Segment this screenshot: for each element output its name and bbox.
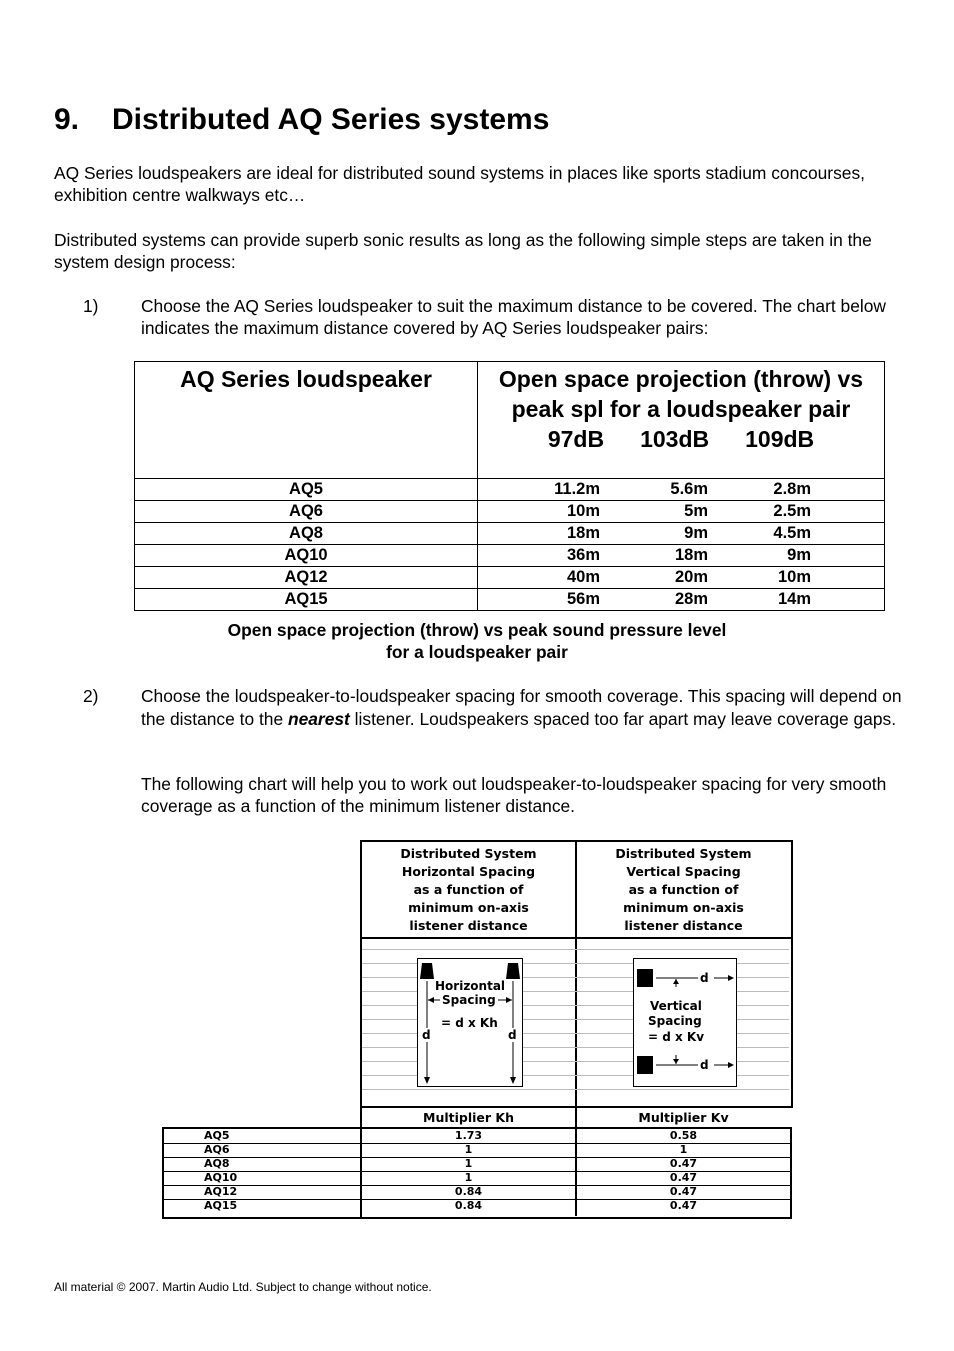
model-cell: AQ12 bbox=[135, 567, 478, 589]
vertical-header-line: as a function of bbox=[628, 882, 739, 897]
step1-number: 1) bbox=[83, 296, 99, 316]
value-97db: 18m bbox=[566, 524, 600, 542]
model-cell: AQ12 bbox=[204, 1185, 238, 1198]
kv-cell: 1 bbox=[679, 1143, 688, 1156]
value-103db: 18m bbox=[674, 546, 708, 564]
intro-paragraph-1: AQ Series loudspeakers are ideal for distributed sound systems in places like sports stadium concourses, exhibition centre walkways etc… bbox=[54, 163, 865, 205]
table-row bbox=[135, 545, 885, 567]
kv-cell: 0.47 bbox=[669, 1185, 698, 1198]
v-diagram-d-bottom: d bbox=[700, 1058, 709, 1072]
model-cell: AQ10 bbox=[135, 545, 478, 567]
model-cell: AQ8 bbox=[135, 523, 478, 545]
v-diagram-line2: Spacing bbox=[648, 1014, 702, 1028]
values-cell bbox=[478, 545, 885, 567]
table-row bbox=[135, 589, 885, 611]
kh-cell: 1 bbox=[464, 1171, 473, 1184]
h-diagram-d-left: d bbox=[422, 1028, 431, 1042]
kv-cell: 0.47 bbox=[669, 1171, 698, 1184]
values-cell bbox=[478, 589, 885, 611]
table-row bbox=[135, 567, 885, 589]
section-number: 9. bbox=[54, 103, 80, 136]
horizontal-header bbox=[362, 842, 575, 938]
h-diagram-formula: = d x Kh bbox=[441, 1016, 498, 1030]
db-header-97: 97dB bbox=[547, 426, 605, 452]
speaker-right-icon bbox=[506, 963, 520, 979]
h-diagram-line2: Spacing bbox=[442, 993, 496, 1007]
kv-cell: 0.47 bbox=[669, 1157, 698, 1170]
kh-cell: 0.84 bbox=[454, 1199, 483, 1212]
step2-text-before: Choose the loudspeaker-to-loudspeaker spacing for smooth coverage. This spacing will depend on the distance to the bbox=[141, 686, 902, 729]
value-103db: 20m bbox=[674, 568, 708, 586]
value-103db: 9m bbox=[684, 524, 708, 542]
db-header-109: 109dB bbox=[745, 426, 815, 452]
horizontal-header-line: Distributed System bbox=[400, 846, 537, 861]
table-row bbox=[164, 1129, 790, 1144]
model-cell: AQ10 bbox=[204, 1171, 238, 1184]
step2-number: 2) bbox=[83, 686, 99, 706]
speaker-top-icon bbox=[637, 969, 653, 987]
spacing-chart bbox=[162, 840, 792, 1218]
horizontal-spacing-diagram bbox=[417, 958, 523, 1087]
horizontal-header-line: minimum on-axis bbox=[408, 900, 529, 915]
values-cell bbox=[478, 523, 885, 545]
db-headers bbox=[478, 424, 884, 454]
value-97db: 10m bbox=[566, 502, 600, 520]
step2-text-2: The following chart will help you to work out loudspeaker-to-loudspeaker spacing for very smooth coverage as a function of the minimum listener distance. bbox=[141, 774, 887, 816]
speaker-bottom-icon bbox=[637, 1056, 653, 1074]
kh-cell: 1 bbox=[464, 1157, 473, 1170]
table-row bbox=[135, 501, 885, 523]
table-caption-line-2: for a loudspeaker pair bbox=[386, 642, 568, 662]
value-109db: 4.5m bbox=[773, 524, 811, 542]
value-103db: 5.6m bbox=[670, 480, 708, 498]
value-97db: 36m bbox=[566, 546, 600, 564]
table-row bbox=[135, 479, 885, 501]
kv-cell: 0.58 bbox=[669, 1129, 698, 1142]
value-109db: 14m bbox=[777, 590, 811, 608]
value-97db: 56m bbox=[566, 590, 600, 608]
kv-cell: 0.47 bbox=[669, 1199, 698, 1212]
v-diagram-line1: Vertical bbox=[650, 999, 702, 1013]
table-row bbox=[135, 523, 885, 545]
col-header-projection bbox=[478, 362, 885, 479]
value-97db: 11.2m bbox=[554, 480, 600, 498]
h-diagram-d-right: d bbox=[508, 1028, 517, 1042]
h-diagram-line1: Horizontal bbox=[435, 979, 506, 993]
table-row bbox=[164, 1185, 790, 1200]
table-row bbox=[164, 1157, 790, 1172]
value-103db: 5m bbox=[684, 502, 708, 520]
multiplier-top-rule bbox=[360, 1106, 791, 1108]
vertical-header-line: minimum on-axis bbox=[623, 900, 744, 915]
table-caption-line-1: Open space projection (throw) vs peak sound pressure level bbox=[227, 620, 727, 640]
values-cell bbox=[478, 501, 885, 523]
values-cell bbox=[478, 479, 885, 501]
section-heading bbox=[54, 103, 549, 137]
value-109db: 9m bbox=[787, 546, 811, 564]
copyright-footer: All material © 2007. Martin Audio Ltd. Subject to change without notice. bbox=[54, 1280, 432, 1294]
kh-cell: 1.73 bbox=[454, 1129, 483, 1142]
vertical-header-line: Distributed System bbox=[615, 846, 752, 861]
v-diagram-d-top: d bbox=[700, 971, 709, 985]
kh-header: Multiplier Kh bbox=[423, 1110, 514, 1125]
throw-table-header bbox=[135, 362, 885, 479]
horizontal-header-line: listener distance bbox=[409, 918, 528, 933]
table-row bbox=[164, 1199, 790, 1213]
throw-table bbox=[134, 361, 885, 611]
vertical-header-line: Vertical Spacing bbox=[626, 864, 741, 879]
speaker-left-icon bbox=[420, 963, 434, 979]
table-row bbox=[164, 1171, 790, 1186]
horizontal-header-line: as a function of bbox=[413, 882, 524, 897]
col-header-loudspeaker: AQ Series loudspeaker bbox=[135, 362, 478, 479]
model-cell: AQ5 bbox=[135, 479, 478, 501]
kh-cell: 1 bbox=[464, 1143, 473, 1156]
step2-text-after: listener. Loudspeakers spaced too far apart may leave coverage gaps. bbox=[349, 708, 897, 729]
step2-text bbox=[141, 685, 916, 730]
model-cell: AQ8 bbox=[204, 1157, 230, 1170]
table-row bbox=[164, 1143, 790, 1158]
value-109db: 2.8m bbox=[773, 480, 811, 498]
value-109db: 2.5m bbox=[773, 502, 811, 520]
step2-emphasis: nearest bbox=[287, 708, 350, 729]
intro-paragraph-2: Distributed systems can provide superb sonic results as long as the following simple steps are taken in the system design process: bbox=[54, 230, 872, 272]
projection-header-text: Open space projection (throw) vs peak spl for a loudspeaker pair bbox=[498, 366, 864, 422]
section-title: Distributed AQ Series systems bbox=[112, 103, 550, 136]
vertical-spacing-diagram bbox=[633, 958, 737, 1087]
kh-cell: 0.84 bbox=[454, 1185, 483, 1198]
value-109db: 10m bbox=[777, 568, 811, 586]
v-diagram-formula: = d x Kv bbox=[648, 1030, 705, 1044]
model-cell: AQ6 bbox=[204, 1143, 230, 1156]
model-cell: AQ15 bbox=[135, 589, 478, 611]
model-cell: AQ15 bbox=[204, 1199, 238, 1212]
model-cell: AQ5 bbox=[204, 1129, 230, 1142]
value-97db: 40m bbox=[566, 568, 600, 586]
vertical-header bbox=[577, 842, 790, 938]
value-103db: 28m bbox=[674, 590, 708, 608]
db-header-103: 103dB bbox=[640, 426, 710, 452]
vertical-header-line: listener distance bbox=[624, 918, 743, 933]
values-cell bbox=[478, 567, 885, 589]
model-cell: AQ6 bbox=[135, 501, 478, 523]
horizontal-header-line: Horizontal Spacing bbox=[401, 864, 536, 879]
kv-header: Multiplier Kv bbox=[638, 1110, 729, 1125]
step1-text: Choose the AQ Series loudspeaker to suit the maximum distance to be covered. The chart below indicates the maximum distance covered by AQ Series loudspeaker pairs: bbox=[141, 296, 886, 338]
